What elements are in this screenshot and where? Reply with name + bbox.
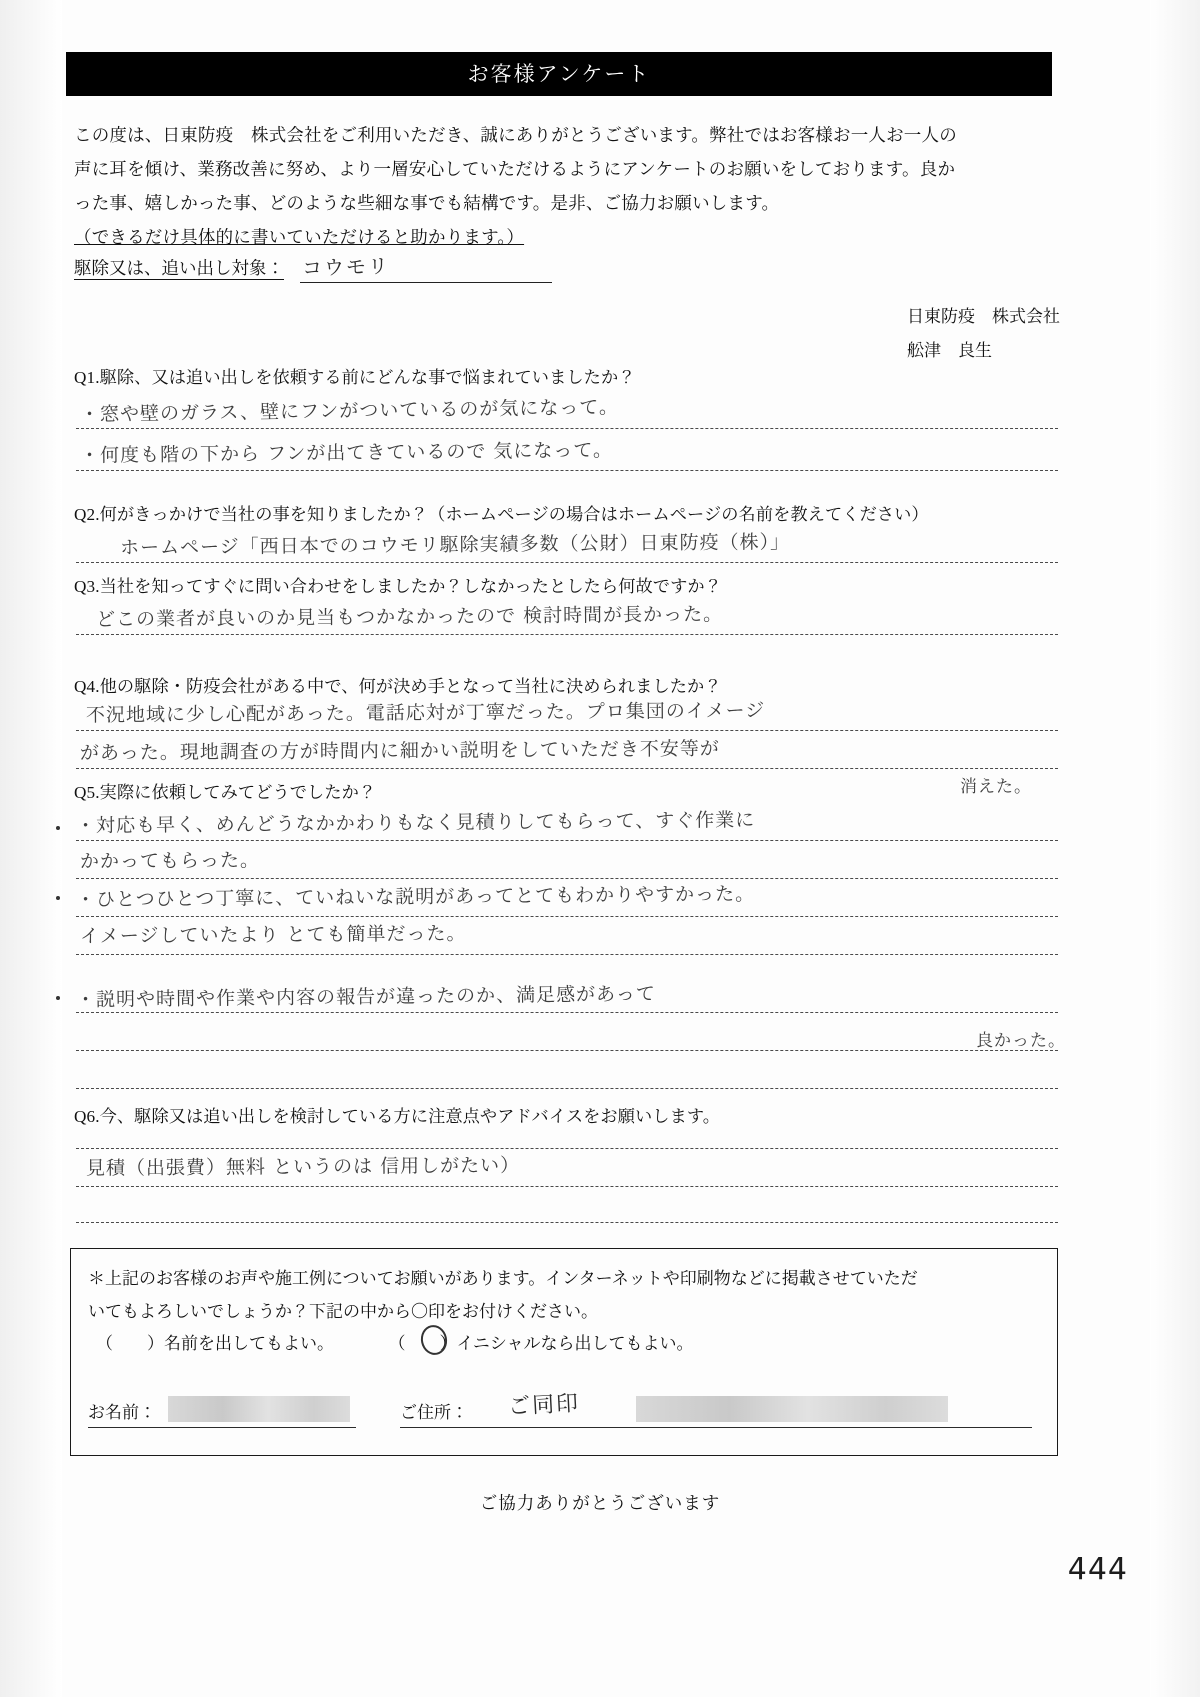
answer-q6-line-1: 見積（出張費）無料 というのは 信用しがたい）: [85, 1154, 521, 1180]
answer-rule-q1-2: [76, 470, 1058, 471]
permission-line-2: いてもよろしいでしょうか？下記の中から〇印をお付けください。: [88, 1302, 598, 1321]
answer-q4-line-1: 不況地域に少し心配があった。電話応対が丁寧だった。プロ集団のイメージ: [85, 699, 766, 727]
answer-rule-q1-1: [76, 428, 1058, 429]
option-publish-name[interactable]: （ ）名前を出してもよい。: [96, 1334, 334, 1353]
answer-rule-q6-1: [76, 1148, 1058, 1149]
answer-q2-line-1: ホームページ「西日本でのコウモリ駆除実績多数（公財）日東防疫（株）」: [119, 531, 791, 559]
permission-line-1: ＊上記のお客様のお声や施工例についてお願いがあります。インターネットや印刷物などに掲載させていただ: [88, 1269, 918, 1288]
address-value-redacted: [636, 1396, 948, 1422]
answer-rule-q5-1: [76, 840, 1058, 841]
bullet-dot: [56, 996, 60, 1000]
scan-edge-right: [1150, 0, 1200, 1697]
answer-rule-q5-6: [76, 1050, 1058, 1051]
name-label: お名前：: [88, 1403, 156, 1422]
answer-q5-line-5: ・説明や時間や作業や内容の報告が違ったのか、満足感があって: [75, 982, 656, 1012]
answer-rule-q2-1: [76, 562, 1058, 563]
answer-q1-line-2: ・何度も階の下から フンが出てきているので 気になって。: [79, 439, 614, 467]
answer-q5-line-1: ・対応も早く、めんどうなかかわりもなく見積りしてもらって、すぐ作業に: [75, 809, 756, 837]
staff-name: 舩津 良生: [907, 341, 992, 360]
intro-paragraph: [74, 118, 1060, 254]
answer-rule-q5-2: [76, 878, 1058, 879]
answer-rule-q5-7: [76, 1088, 1058, 1089]
company-block: [907, 300, 1060, 368]
question-label-q6: Q6.今、駆除又は追い出しを検討している方に注意点やアドバイスをお願いします。: [74, 1107, 721, 1126]
answer-rule-q4-2: [76, 768, 1058, 769]
page-number: 444: [1067, 1552, 1128, 1587]
question-label-q1: Q1.駆除、又は追い出しを依頼する前にどんな事で悩まれていましたか？: [74, 368, 636, 387]
thanks-text: ご協力ありがとうございます: [479, 1493, 721, 1513]
name-value-redacted: [168, 1396, 350, 1422]
permission-text: [88, 1262, 1040, 1328]
question-label-q4: Q4.他の駆除・防疫会社がある中で、何が決め手となって当社に決められましたか？: [74, 677, 722, 696]
answer-q5-line-3: ・ひとつひとつ丁寧に、ていねいな説明があってとてもわかりやすかった。: [75, 883, 756, 911]
answer-q4-line-2: があった。現地調査の方が時間内に細かい説明をしていただき不安等が: [79, 737, 720, 765]
question-label-q5: Q5.実際に依頼してみてどうでしたか？: [74, 783, 377, 802]
question-label-q3: Q3.当社を知ってすぐに問い合わせをしましたか？しなかったとしたら何故ですか？: [74, 577, 722, 596]
scan-edge-left: [0, 0, 62, 1697]
target-field: [74, 252, 594, 283]
answer-q3-line-1: どこの業者が良いのか見当もつかなかったので 検討時間が長かった。: [95, 603, 724, 631]
address-underline: [400, 1427, 1032, 1428]
answer-q5-line-6: 良かった。: [976, 1031, 1066, 1051]
intro-line-1: この度は、日東防疫 株式会社をご利用いただき、誠にありがとうございます。弊社ではお客様お一人お一人の: [74, 125, 957, 145]
intro-line-4: （できるだけ具体的に書いていただけると助かります。）: [74, 227, 525, 247]
bullet-dot: [56, 826, 60, 830]
target-label: 駆除又は、追い出し対象：: [74, 258, 284, 278]
address-handwriting: ご同印: [507, 1391, 581, 1420]
page-title: お客様アンケート: [66, 52, 1052, 96]
answer-rule-q6-2: [76, 1186, 1058, 1187]
answer-q5-line-4: イメージしていたより とても簡単だった。: [79, 922, 467, 948]
intro-line-2: 声に耳を傾け、業務改善に努め、より一層安心していただけるようにアンケートのお願いをしております。良か: [74, 159, 956, 179]
question-label-q2: Q2.何がきっかけで当社の事を知りましたか？（ホームページの場合はホームページの名前を教えてください）: [74, 505, 929, 524]
intro-line-3: った事、嬉しかった事、どのような些細な事でも結構です。是非、ご協力お願いします。: [74, 193, 780, 213]
target-value-handwritten: コウモリ: [302, 253, 391, 281]
answer-q4-line-3: 消えた。: [960, 777, 1032, 797]
answer-rule-q3-1: [76, 634, 1058, 635]
answer-q5-line-2: かかってもらった。: [79, 849, 261, 873]
answer-rule-q4-1: [76, 730, 1058, 731]
option-publish-initial[interactable]: （ ）イニシャルなら出してもよい。: [388, 1334, 694, 1353]
answer-rule-q6-3: [76, 1222, 1058, 1223]
answer-rule-q5-4: [76, 954, 1058, 955]
company-name: 日東防疫 株式会社: [907, 307, 1060, 326]
bullet-dot: [56, 896, 60, 900]
answer-rule-q5-3: [76, 916, 1058, 917]
answer-rule-q5-5: [76, 1012, 1058, 1013]
target-underline: [300, 282, 552, 283]
name-underline: [88, 1427, 356, 1428]
address-label: ご住所：: [400, 1403, 468, 1422]
permission-options: [96, 1328, 693, 1360]
answer-q1-line-1: ・窓や壁のガラス、壁にフンがついているのが気になって。: [79, 396, 620, 426]
